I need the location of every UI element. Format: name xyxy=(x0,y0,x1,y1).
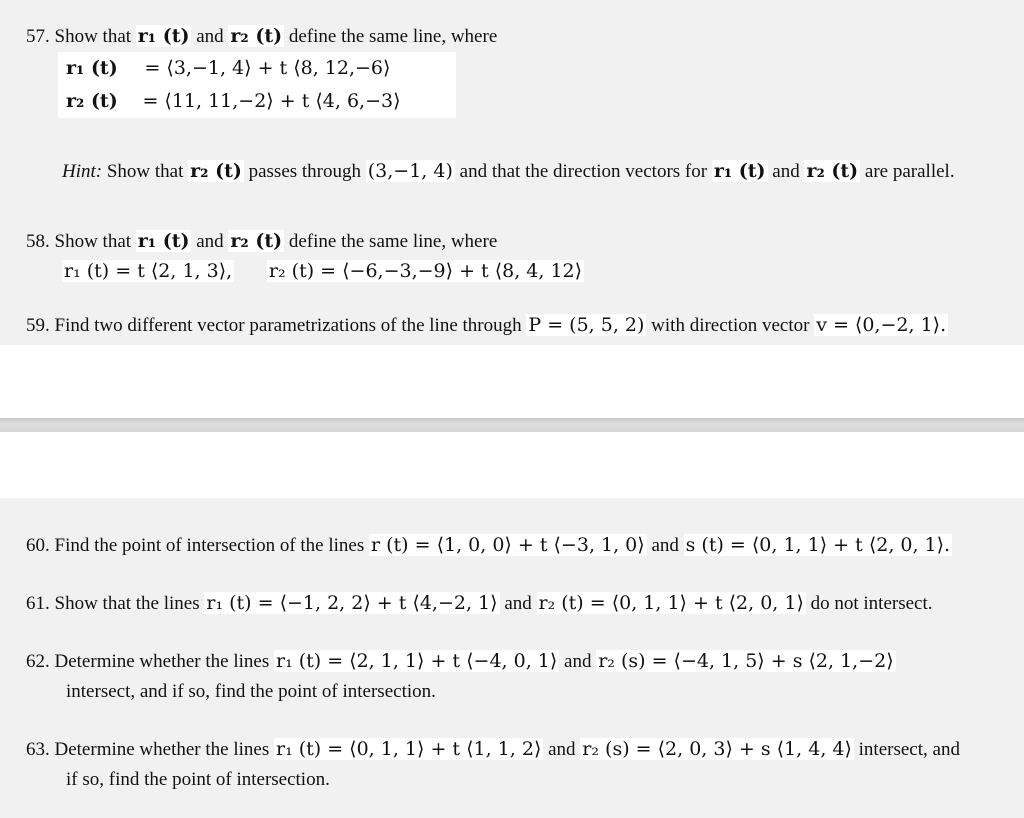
problem-63-continuation: if so, find the point of intersection. xyxy=(66,769,330,790)
blank-area xyxy=(0,432,1024,498)
problem-58-equations: r₁ (t) = t ⟨2, 1, 3⟩, r₂ (t) = ⟨−6,−3,−9⟩ + t ⟨8, 4, 12⟩ xyxy=(64,260,583,282)
problem-60-statement: 60. Find the point of intersection of the lines r (t) = ⟨1, 0, 0⟩ + t ⟨−3, 1, 0⟩ and s (t) = ⟨0, 1, 1⟩ + t ⟨2, 0, 1⟩. xyxy=(26,534,951,556)
equation-r1: r₁ (t) = ⟨3,−1, 4⟩ + t ⟨8, 12,−6⟩ xyxy=(66,57,391,79)
problem-59-statement: 59. Find two different vector parametrizations of the line through P = (5, 5, 2) with direction vector v = ⟨0,−2, 1⟩. xyxy=(26,314,947,336)
blank-area xyxy=(0,345,1024,418)
math-r2t: r₂ (t) xyxy=(230,25,283,47)
problem-58-statement: 58. Show that r₁ (t) and r₂ (t) define the same line, where xyxy=(26,230,498,252)
problem-57-statement: 57. Show that r₁ (t) and r₂ (t) define the same line, where xyxy=(26,25,498,47)
problem-61-statement: 61. Show that the lines r₁ (t) = ⟨−1, 2, 2⟩ + t ⟨4,−2, 1⟩ and r₂ (t) = ⟨0, 1, 1⟩ + t ⟨2, 0, 1⟩ do not intersect. xyxy=(26,592,933,614)
problem-57-hint: Hint: Show that r₂ (t) passes through (3,−1, 4) and that the direction vectors for r₁ (t) and r₂ (t) are parallel. xyxy=(62,160,955,182)
math-r1t: r₁ (t) xyxy=(137,25,190,47)
problem-62-statement: 62. Determine whether the lines r₁ (t) = ⟨2, 1, 1⟩ + t ⟨−4, 0, 1⟩ and r₂ (s) = ⟨−4, 1, 5⟩ + s ⟨2, 1,−2⟩ xyxy=(26,650,894,672)
page-divider xyxy=(0,418,1024,432)
equation-r2: r₂ (t) = ⟨11, 11,−2⟩ + t ⟨4, 6,−3⟩ xyxy=(66,90,401,112)
problem-63-statement: 63. Determine whether the lines r₁ (t) = ⟨0, 1, 1⟩ + t ⟨1, 1, 2⟩ and r₂ (s) = ⟨2, 0, 3⟩ + s ⟨1, 4, 4⟩ intersect, and xyxy=(26,738,960,760)
problem-62-continuation: intersect, and if so, find the point of intersection. xyxy=(66,681,436,702)
